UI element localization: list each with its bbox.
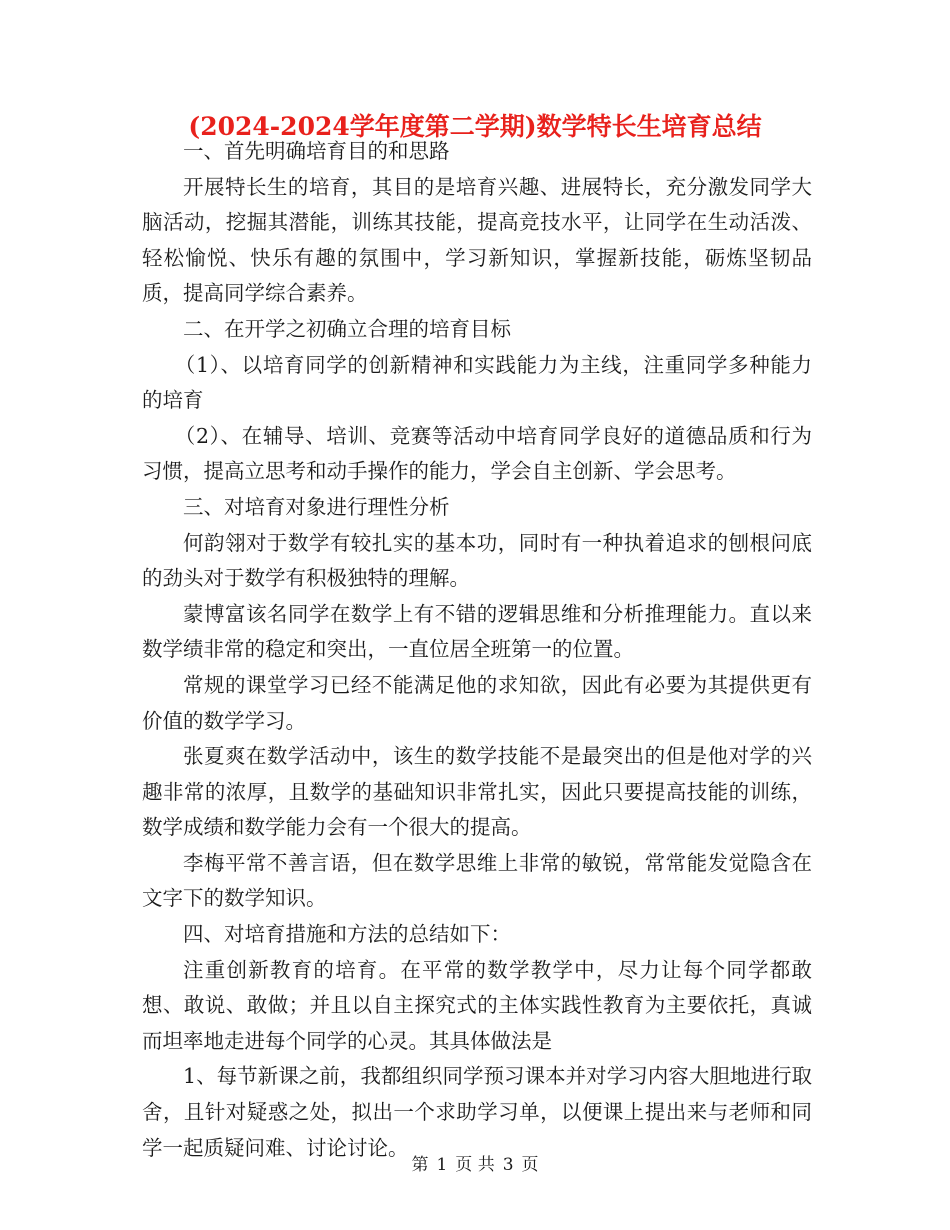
page-label-prefix: 第 [411, 1155, 429, 1175]
total-pages-number: 3 [502, 1155, 514, 1175]
section-heading-4: 四、对培育措施和方法的总结如下： [183, 922, 511, 947]
section-heading-2: 二、在开学之初确立合理的培育目标 [183, 316, 511, 341]
goal-item-2: （2）、在辅导、培训、竞赛等活动中培育同学良好的道德品质和行为习惯，提高立思考和动手操作的能力，学会自主创新、学会思考。 [142, 423, 812, 484]
page-label-mid: 页 共 [455, 1155, 495, 1175]
page-label-suffix: 页 [521, 1155, 539, 1175]
method-item-1: 1、每节新课之前，我都组织同学预习课本并对学习内容大胆地进行取舍，且针对疑惑之处，拟出一个求助学习单，以便课上提出来与老师和同学一起质疑问难、讨论讨论。 [142, 1064, 812, 1160]
body-paragraph: 开展特长生的培育，其目的是培育兴趣、进展特长，充分激发同学大脑活动，挖掘其潜能，训练其技能，提高竞技水平，让同学在生动活泼、轻松愉悦、快乐有趣的氛围中，学习新知识，掌握新技能，砺炼坚韧品质，提高同学综合素养。 [142, 174, 812, 306]
document-body [142, 134, 812, 1166]
student-analysis-paragraph: 李梅平常不善言语，但在数学思维上非常的敏锐，常常能发觉隐含在文字下的数学知识。 [142, 850, 812, 911]
body-paragraph: 常规的课堂学习已经不能满足他的求知欲，因此有必要为其提供更有价值的数学学习。 [142, 672, 812, 733]
body-paragraph: 注重创新教育的培育。在平常的数学教学中，尽力让每个同学都敢想、敢说、敢做；并且以自主探究式的主体实践性教育为主要依托，真诚而坦率地走进每个同学的心灵。其具体做法是 [142, 957, 812, 1053]
goal-item-1: （1）、以培育同学的创新精神和实践能力为主线，注重同学多种能力的培育 [142, 352, 812, 413]
page-footer [0, 1153, 950, 1177]
section-heading-3: 三、对培育对象进行理性分析 [183, 494, 450, 519]
section-heading-1: 一、首先明确培育目的和思路 [183, 139, 450, 163]
student-analysis-paragraph: 蒙博富该名同学在数学上有不错的逻辑思维和分析推理能力。直以来数学绩非常的稳定和突出，一直位居全班第一的位置。 [142, 601, 812, 662]
document-title: (2024-2024学年度第二学期)数学特长生培育总结 [188, 112, 762, 141]
student-analysis-paragraph: 何韵翎对于数学有较扎实的基本功，同时有一种执着追求的刨根问底的劲头对于数学有积极独特的理解。 [142, 530, 812, 591]
student-analysis-paragraph: 张夏爽在数学活动中，该生的数学技能不是最突出的但是他对学的兴趣非常的浓厚，且数学的基础知识非常扎实，因此只要提高技能的训练，数学成绩和数学能力会有一个很大的提高。 [142, 744, 812, 840]
current-page-number: 1 [436, 1155, 448, 1175]
